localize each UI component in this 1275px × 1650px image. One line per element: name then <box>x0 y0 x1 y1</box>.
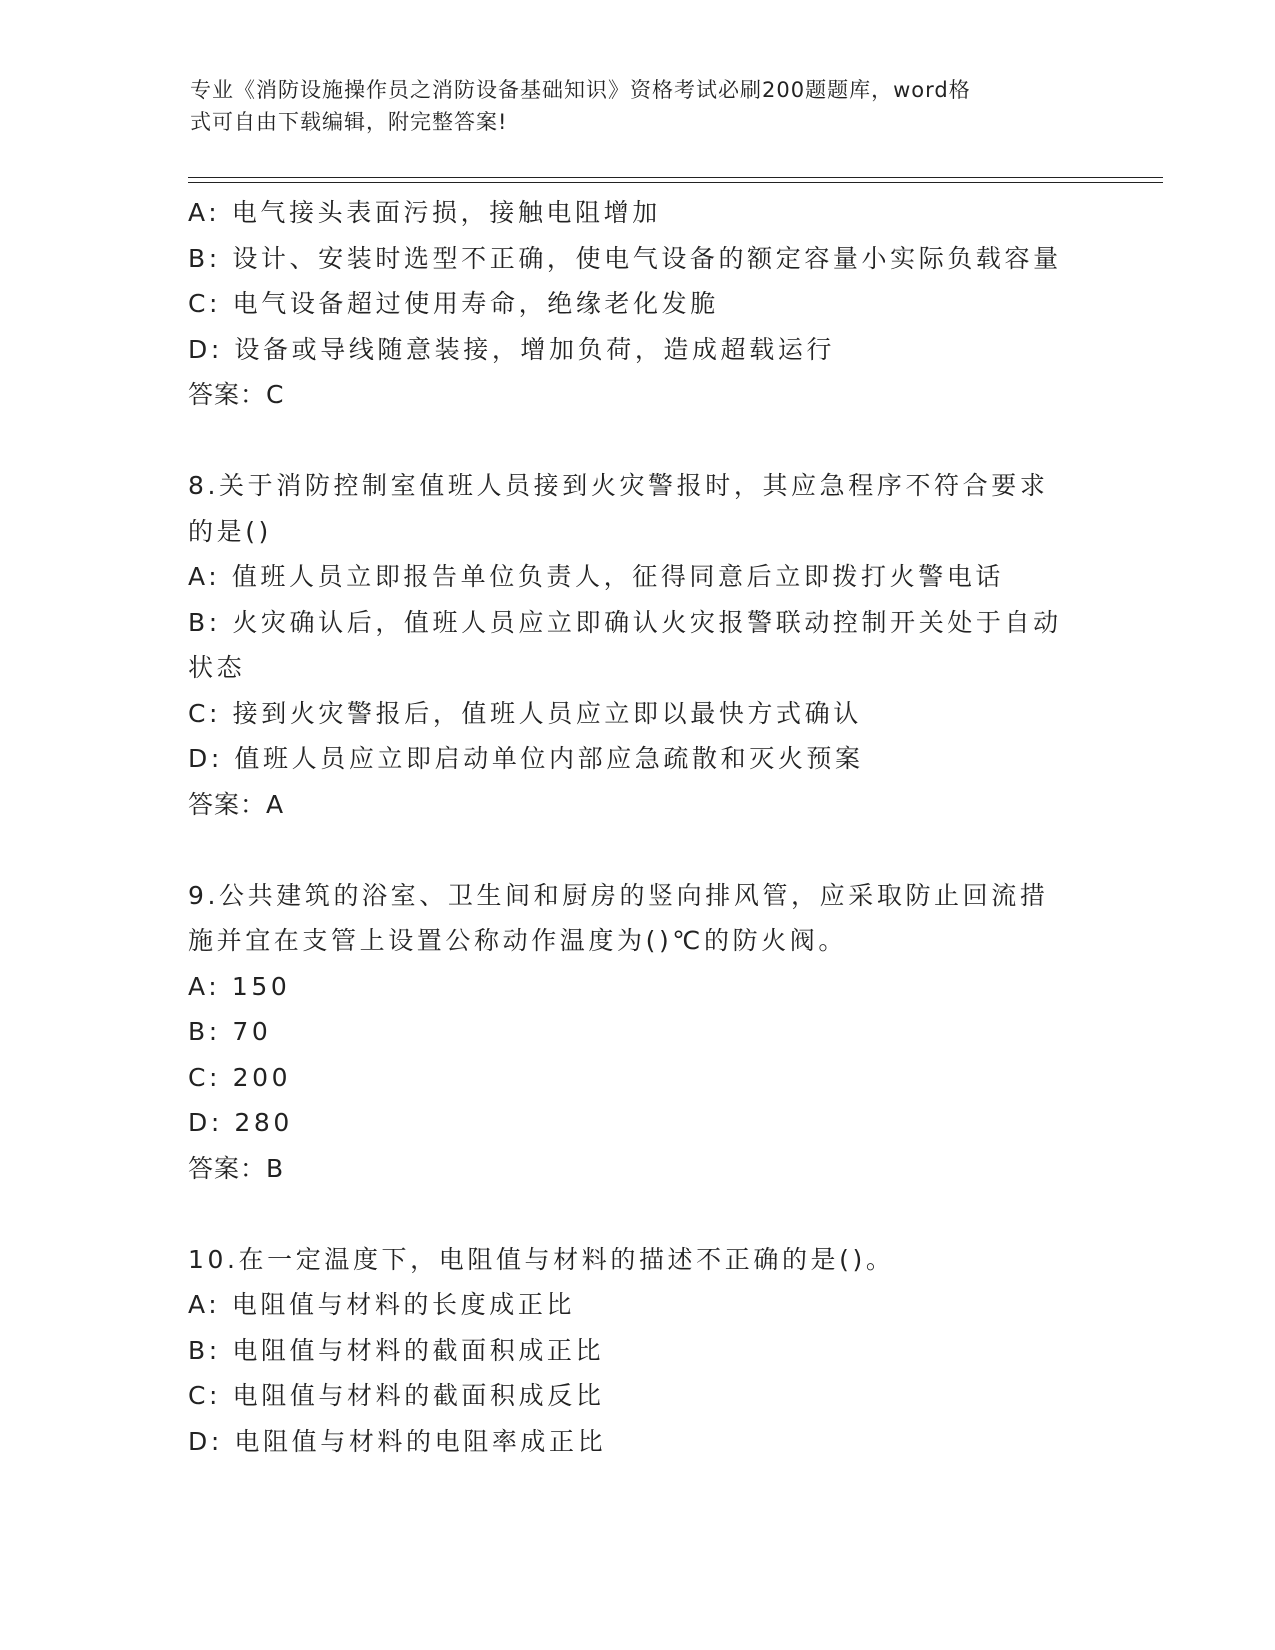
option-c: C: 接到火灾警报后，值班人员应立即以最快方式确认 <box>188 698 862 728</box>
answer: 答案：A <box>188 789 285 819</box>
question-9 <box>188 873 1088 1192</box>
document-header <box>190 74 1090 138</box>
spacer <box>188 827 1088 873</box>
option-a: A: 值班人员立即报告单位负责人，征得同意后立即拨打火警电话 <box>188 562 1005 591</box>
option-b: B: 70 <box>188 1017 272 1046</box>
header-rule-top <box>188 177 1163 178</box>
header-line-2: 式可自由下载编辑，附完整答案! <box>190 110 508 134</box>
option-d: D: 电阻值与材料的电阻率成正比 <box>188 1426 607 1456</box>
spacer <box>188 418 1088 464</box>
option-d: D: 值班人员应立即启动单位内部应急疏散和灭火预案 <box>188 744 864 773</box>
option-a: A: 电阻值与材料的长度成正比 <box>188 1290 576 1319</box>
option-b: B: 电阻值与材料的截面积成正比 <box>188 1335 605 1365</box>
question-8 <box>188 463 1088 827</box>
answer: 答案：C <box>188 380 285 409</box>
option-c: C: 200 <box>188 1062 292 1092</box>
option-b: B: 火灾确认后，值班人员应立即确认火灾报警联动控制开关处于自动 <box>188 607 1062 637</box>
header-line-1: 专业《消防设施操作员之消防设备基础知识》资格考试必刷200题题库，word格 <box>190 78 971 102</box>
question-stem: 8.关于消防控制室值班人员接到火灾警报时，其应急程序不符合要求 <box>188 471 1049 500</box>
option-b: B: 设计、安装时选型不正确，使电气设备的额定容量小实际负载容量 <box>188 243 1062 273</box>
question-stem: 9.公共建筑的浴室、卫生间和厨房的竖向排风管，应采取防止回流措 <box>188 880 1049 910</box>
spacer <box>188 1191 1088 1237</box>
option-b-continued: 状态 <box>188 653 246 682</box>
question-stem-continued: 的是() <box>188 516 272 546</box>
option-a: A: 电气接头表面污损，接触电阻增加 <box>188 198 661 227</box>
header-rule-bottom <box>188 182 1163 183</box>
option-a: A: 150 <box>188 971 291 1001</box>
question-10 <box>188 1237 1088 1465</box>
option-c: C: 电阻值与材料的截面积成反比 <box>188 1381 605 1410</box>
option-d: D: 280 <box>188 1108 293 1137</box>
question-content <box>188 190 1088 1464</box>
question-stem-continued: 施并宜在支管上设置公称动作温度为()℃的防火阀。 <box>188 926 847 955</box>
option-d: D: 设备或导线随意装接，增加负荷，造成超载运行 <box>188 334 836 364</box>
answer: 答案：B <box>188 1153 285 1183</box>
question-7 <box>188 190 1088 418</box>
option-c: C: 电气设备超过使用寿命，绝缘老化发脆 <box>188 289 719 318</box>
question-stem: 10.在一定温度下，电阻值与材料的描述不正确的是()。 <box>188 1244 895 1274</box>
